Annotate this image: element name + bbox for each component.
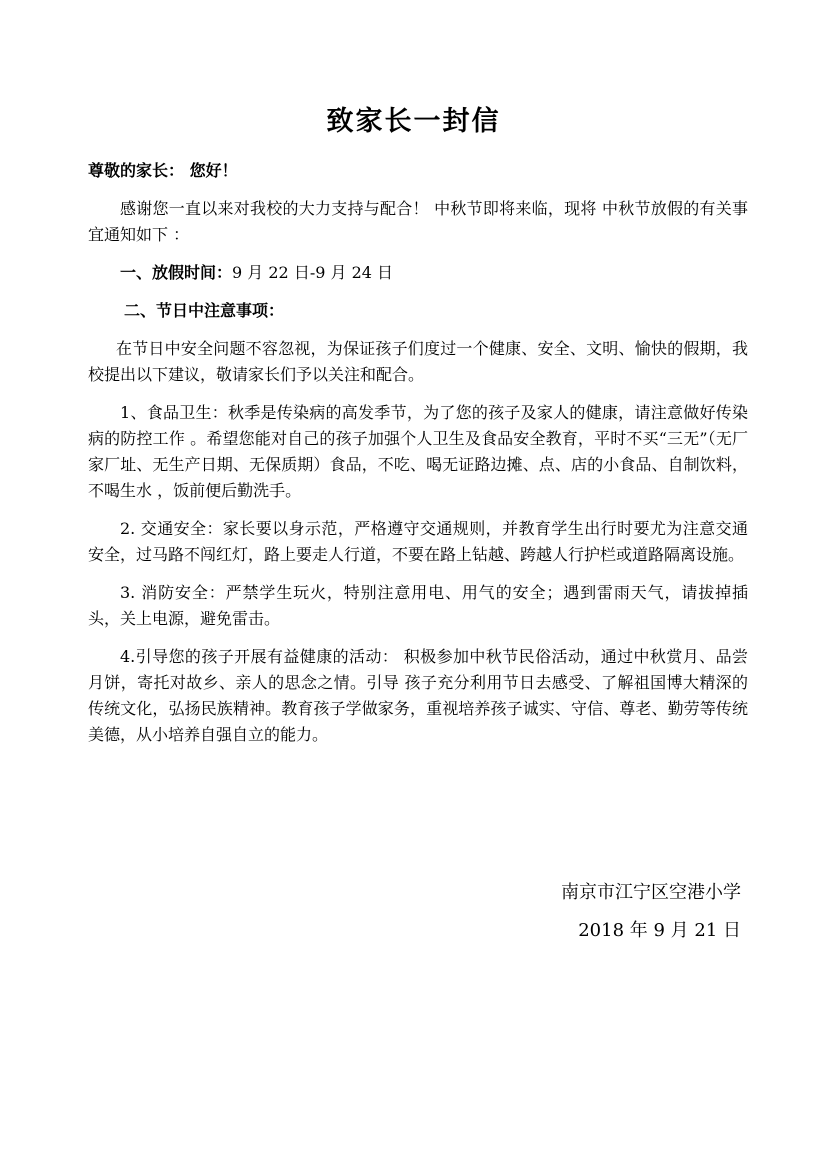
signature-block (561, 874, 741, 950)
item-traffic-safety: 2. 交通安全：家长要以身示范，严格遵守交通规则，并教育学生出行时要尤为注意交通安全，过马路不闯红灯，路上要走人行道，不要在路上钻越、跨越人行护栏或道路隔离设施。 (88, 519, 748, 564)
greeting: 尊敬的家长： 您好！ (88, 161, 238, 180)
school-name: 南京市江宁区空港小学 (561, 882, 741, 903)
section-2-heading: 二、节日中注意事项： (124, 301, 285, 320)
intro-paragraph: 感谢您一直以来对我校的大力支持与配合！ 中秋节即将来临，现将 中秋节放假的有关事宜通知如下 ： (88, 199, 748, 244)
letter-date: 2018 年 9 月 21 日 (578, 920, 741, 941)
item-fire-safety: 3. 消防安全：严禁学生玩火，特别注意用电、用气的安全；遇到雷雨天气，请拔掉插头，关上电源，避免雷击。 (88, 583, 748, 628)
holiday-time-value: 9 月 22 日-9 月 24 日 (232, 263, 394, 282)
holiday-time-label: 一、放假时间： (120, 263, 233, 282)
holiday-time (88, 260, 748, 286)
letter-body (88, 158, 748, 760)
item-healthy-activities: 4.引导您的孩子开展有益健康的活动： 积极参加中秋节民俗活动，通过中秋赏月、品尝月饼，寄托对故乡、亲人的思念之情。引导 孩子充分利用节日去感受、了解祖国博大精深的传统文化，弘扬民族精神。教育孩子学做家务，重视培养孩子诚实、守信、尊老、勤劳等传统美德，从小培养自强自立的能力。 (88, 647, 748, 744)
section-2-intro: 在节日中安全问题不容忽视，为保证孩子们度过一个健康、安全、文明、愉快的假期，我校提出以下建议，敬请家长们予以关注和配合。 (88, 339, 748, 384)
item-food-safety: 1、食品卫生：秋季是传染病的高发季节，为了您的孩子及家人的健康，请注意做好传染病的防控工作 。希望您能对自己的孩子加强个人卫生及食品安全教育，平时不买“三无”（无厂家厂址、无生产日期、无保质期）食品，不吃、喝无证路边摊、点、店的小食品、自制饮料，不喝生水 ，饭前便后勤洗手。 (88, 403, 748, 500)
page-title: 致家长一封信 (326, 106, 501, 137)
